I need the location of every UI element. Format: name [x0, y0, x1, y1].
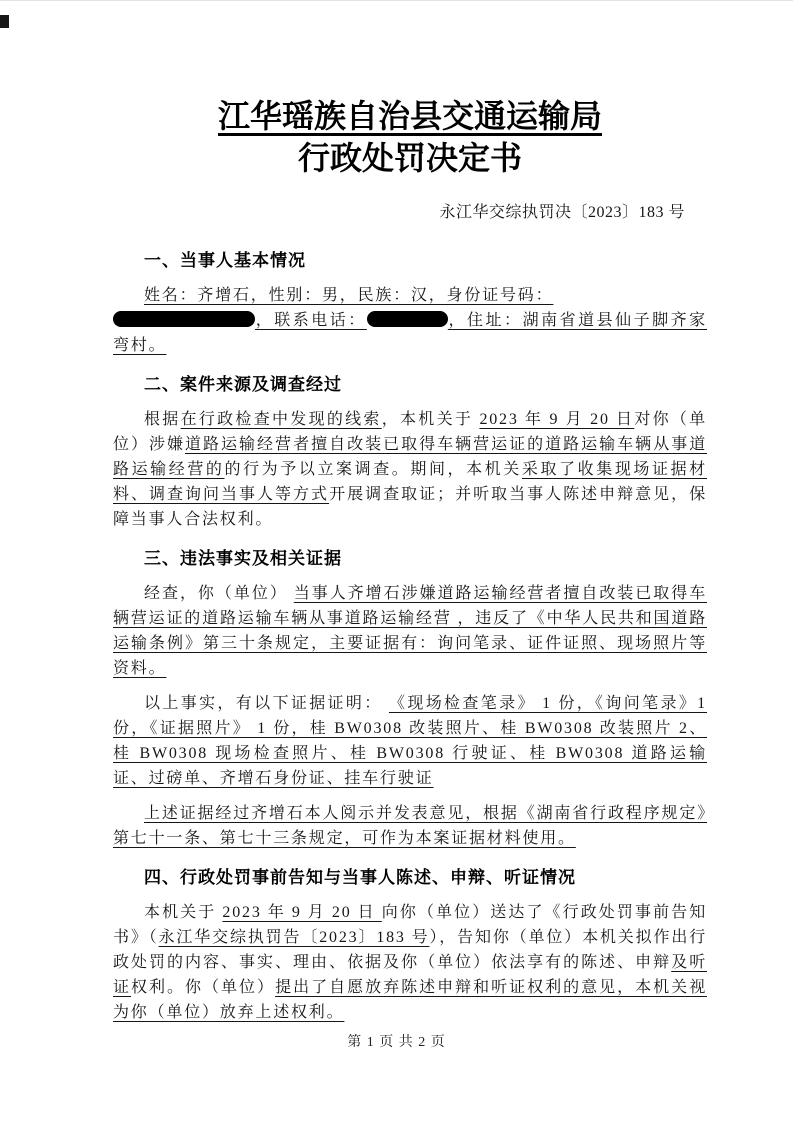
filled-entry-text: 当事人齐增石涉嫌道路运输经营者擅自改装已取得车辆营运证的道路运输车辆从事道路运输经营 ，违反了《中华人民共和国道路运输条例》第三十条规定，主要证据有：询问笔录、证件证照、现场照片等资料。	[113, 585, 707, 677]
document-number: 永江华交综执罚决〔2023〕183 号	[439, 204, 685, 221]
filled-entry-text: 姓名：齐增石，性别：男，民族：汉，身份证号码：	[144, 287, 554, 304]
template-text: 本机关于	[144, 904, 223, 921]
template-text: ），告知你（单位）本机关拟作出行政处罚的内容、事实、理由、依据及你（单位）依法享有的陈述、申辩	[113, 929, 708, 971]
filled-entry-text: 在行政检查中发现的线索	[180, 411, 382, 428]
document-body	[113, 248, 707, 1025]
section-heading: 四、行政处罚事前告知与当事人陈述、申辩、听证情况	[144, 868, 576, 887]
page-number: 第 1 页 共 2 页	[347, 1035, 446, 1050]
issuing-authority-title: 江华瑶族自治县交通运输局	[217, 98, 602, 134]
filled-entry-text: ，住址：湖南省道县仙子脚齐家弯村。	[113, 312, 707, 354]
template-text: 向你（单位）送达了《行政处罚事前告知书》（	[113, 904, 707, 946]
template-text: 根据	[144, 411, 181, 428]
paragraph	[113, 691, 707, 791]
section-heading: 三、违法事实及相关证据	[144, 549, 342, 568]
filled-entry-text: 及听证	[113, 954, 707, 996]
template-text: 的行为予以立案调查。期间，本机关	[224, 461, 522, 478]
paragraph	[113, 407, 707, 532]
paragraph	[113, 283, 707, 358]
template-text: 经查，你（单位）	[144, 585, 294, 602]
section-heading: 一、当事人基本情况	[144, 251, 306, 270]
filled-entry-text: 2023 年 9 月 20 日	[222, 904, 382, 921]
filled-entry-text: 提出了自愿放弃陈述申辩和听证权利的意见，本机关视为你（单位）放弃上述权利。	[113, 979, 707, 1021]
scan-artifact-square	[0, 15, 9, 28]
template-text: 以上事实，有以下证据证明：	[144, 695, 389, 712]
filled-entry-text: 道路运输经营者擅自改装已取得车辆营运证的道路运输车辆从事道路运输经营的	[113, 436, 708, 478]
filled-entry-text: 2023 年 9 月 20 日	[479, 411, 635, 428]
filled-entry-text: 永江华交综执罚告〔2023〕183 号	[158, 929, 430, 946]
section-heading: 二、案件来源及调查经过	[144, 375, 342, 394]
paragraph	[113, 801, 707, 851]
document-title	[113, 95, 707, 179]
filled-entry-text: 《现场检查笔录》 1 份，《询问笔录》1 份，《证据照片》 1 份，桂 BW0308 改装照片、桂 BW0308 改装照片 2、桂 BW0308 现场检查照片、桂 BW0308 行驶证、桂 BW0308 道路运输证、过磅单、齐增石身份证、挂车行驶证	[113, 695, 707, 787]
redaction-box	[113, 311, 255, 327]
document-content	[113, 1, 707, 1025]
document-type-title: 行政处罚决定书	[297, 140, 522, 176]
template-text: 开展调查取证；并听取当事人陈述申辩意见，保障当事人合法权利。	[113, 486, 707, 528]
redaction-box	[367, 311, 448, 327]
template-text: 权利。你（单位）	[131, 979, 276, 996]
paragraph	[113, 900, 707, 1025]
template-text: ，本机关于	[381, 411, 480, 428]
template-text: 对你（单位）涉嫌	[113, 411, 707, 453]
filled-entry-text: 上述证据经过齐增石本人阅示并发表意见，根据《湖南省行政程序规定》第七十一条、第七十三条规定，可作为本案证据材料使用。	[113, 805, 707, 847]
filled-entry-text: 采取了收集现场证据材料、调查询问当事人等方式	[113, 461, 707, 503]
paragraph	[113, 581, 707, 681]
filled-entry-text: ，联系电话：	[255, 312, 367, 329]
